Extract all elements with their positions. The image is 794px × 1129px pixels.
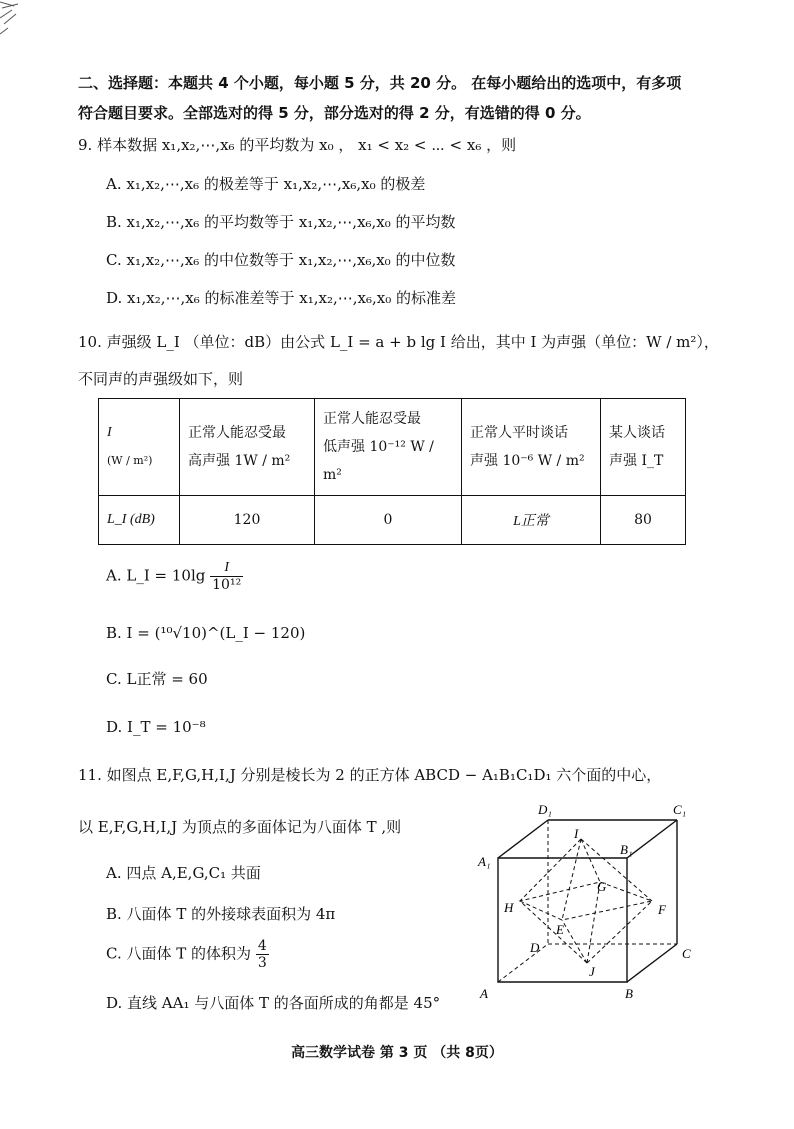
label-a1: A₁	[478, 854, 491, 869]
cube-edge-a1d1	[498, 820, 548, 858]
q9-option-c: C. x₁,x₂,⋯,x₆ 的中位数等于 x₁,x₂,⋯,x₆,x₀ 的中位数	[106, 251, 456, 269]
table-head-max-line2: 高声强 1W / m²	[188, 453, 291, 469]
q11-option-c	[106, 938, 269, 971]
fraction-denominator: 3	[257, 955, 267, 971]
fraction-numerator: 4	[257, 938, 267, 954]
cube-octahedron-figure	[470, 800, 700, 1010]
label-i: I	[574, 826, 579, 841]
table-head-max-line1: 正常人能忍受最	[188, 425, 286, 441]
table-head-min-line2: 低声强 10⁻¹² W / m²	[323, 439, 434, 483]
table-head-normal-line1: 正常人平时谈话	[470, 425, 568, 441]
table-cell-min	[315, 399, 462, 496]
corner-scribble	[0, 0, 40, 50]
label-d1: D₁	[538, 802, 552, 817]
q10-stem-line2: 不同声的声强级如下，则	[78, 370, 244, 388]
label-h: H	[504, 900, 514, 915]
q11-stem-line2: 以 E,F,G,H,I,J 为顶点的多面体记为八面体 T ,则	[78, 818, 402, 836]
table-cell-v1: 120	[180, 496, 315, 545]
q9-option-d: D. x₁,x₂,⋯,x₆ 的标准差等于 x₁,x₂,⋯,x₆,x₀ 的标准差	[106, 289, 457, 307]
label-c1: C₁	[673, 802, 687, 817]
table-cell-someone	[601, 399, 686, 496]
q10-option-d: D. I_T = 10⁻⁸	[106, 718, 206, 736]
q10-stem-line1: 10. 声强级 L_I （单位：dB）由公式 L_I = a + b lg I 给出，其中 I 为声强（单位：W / m²），	[78, 333, 719, 351]
section-header-line1: 二、选择题：本题共 4 个小题，每小题 5 分，共 20 分。 在每小题给出的选项中，有多项	[78, 74, 682, 92]
table-cell-v2: 0	[315, 496, 462, 545]
q10-option-a-fraction	[210, 560, 243, 593]
q10-option-a-prefix: A. L_I = 10lg	[106, 566, 206, 585]
label-f: F	[658, 902, 666, 917]
label-b: B	[625, 986, 633, 1001]
table-head-someone-line2: 声强 I_T	[609, 453, 664, 469]
label-b1: B₁	[620, 842, 633, 857]
section-header-line2: 符合题目要求。全部选对的得 5 分，部分选对的得 2 分，有选错的得 0 分。	[78, 104, 591, 122]
label-j: J	[589, 964, 595, 979]
q11-option-b: B. 八面体 T 的外接球表面积为 4π	[106, 905, 336, 923]
section-header	[78, 68, 718, 128]
label-d: D	[530, 940, 540, 955]
q11-option-d: D. 直线 AA₁ 与八面体 T 的各面所成的角都是 45°	[106, 994, 441, 1012]
cube-edge-b1c1	[627, 820, 677, 858]
q9-option-b: B. x₁,x₂,⋯,x₆ 的平均数等于 x₁,x₂,⋯,x₆,x₀ 的平均数	[106, 213, 456, 231]
q11-stem-line1: 11. 如图点 E,F,G,H,I,J 分别是棱长为 2 的正方体 ABCD − A₁B₁C₁D₁ 六个面的中心，	[78, 766, 662, 784]
table-cell-v3: L正常	[462, 496, 601, 545]
q9-stem: 9. 样本数据 x₁,x₂,⋯,x₆ 的平均数为 x₀ ， x₁ < x₂ < ⋯ < x₆ ，则	[78, 136, 517, 154]
label-e: E	[556, 922, 564, 937]
table-row-values	[99, 496, 686, 545]
fraction-numerator: I	[210, 560, 243, 577]
table-head-min-line1: 正常人能忍受最	[323, 411, 421, 427]
q10-option-b: B. I = (¹⁰√10)^(L_I − 120)	[106, 624, 306, 642]
label-a: A	[480, 986, 488, 1001]
table-cell-v4: 80	[601, 496, 686, 545]
table-head-i: I	[107, 425, 112, 440]
table-head-unit: (W / m²)	[107, 454, 153, 467]
q11-option-a: A. 四点 A,E,G,C₁ 共面	[106, 864, 261, 882]
table-cell-li-label: L_I (dB)	[99, 496, 180, 545]
q11-option-c-fraction	[256, 938, 269, 971]
table-head-someone-line1: 某人谈话	[609, 425, 665, 441]
fraction-denominator: 10¹²	[212, 577, 242, 593]
label-c: C	[682, 946, 691, 961]
q10-option-c: C. L正常 = 60	[106, 670, 208, 688]
page-footer: 高三数学试卷 第 3 页 （共 8页）	[291, 1045, 503, 1061]
label-g: G	[597, 879, 607, 894]
cube-edge-bc	[627, 944, 677, 982]
table-row-header	[99, 399, 686, 496]
q10-option-a	[106, 560, 243, 593]
table-cell-i-head	[99, 399, 180, 496]
table-cell-max	[180, 399, 315, 496]
q11-option-c-prefix: C. 八面体 T 的体积为	[106, 944, 252, 963]
sound-level-table	[98, 398, 686, 545]
table-head-normal-line2: 声强 10⁻⁶ W / m²	[470, 453, 585, 469]
q9-option-a: A. x₁,x₂,⋯,x₆ 的极差等于 x₁,x₂,⋯,x₆,x₀ 的极差	[106, 175, 426, 193]
table-cell-normal	[462, 399, 601, 496]
